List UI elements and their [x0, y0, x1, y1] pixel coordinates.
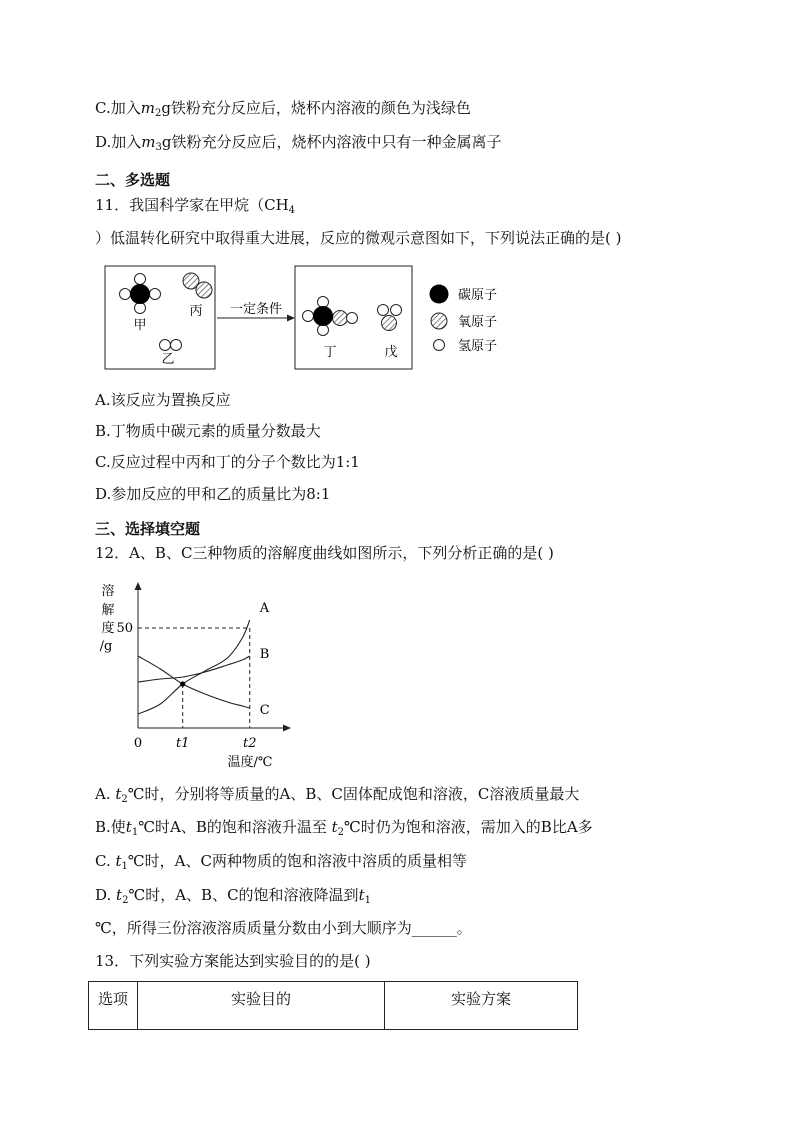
q12-option-d [95, 885, 371, 911]
q11-option-d: D.参加反应的甲和乙的质量比为8:1 [95, 485, 331, 503]
x-axis-arrow [283, 725, 291, 732]
q12-d-var2: t [358, 886, 365, 904]
hydrogen-molecule [160, 340, 182, 351]
curve-c [138, 656, 250, 708]
y-label-char-3: 度 [101, 621, 115, 636]
curve-label-a: A [259, 601, 270, 616]
reaction-diagram [100, 262, 520, 374]
q12-option-c [95, 851, 467, 877]
header-purpose: 实验目的 [138, 982, 385, 1030]
q12-b-var: t [125, 818, 132, 836]
methane-molecule [120, 274, 161, 314]
reaction-condition: 一定条件 [229, 302, 283, 317]
q12-b-sub2: 2 [337, 827, 345, 838]
q12-a-var: t [115, 785, 122, 803]
q11-stem-line2: ）低温转化研究中取得重大进展，反应的微观示意图如下，下列说法正确的是( ) [95, 229, 622, 247]
legend-carbon: 碳原子 [458, 288, 498, 303]
table-header-row [89, 982, 578, 1030]
q12-b-var2: t [331, 818, 338, 836]
solubility-chart [92, 578, 307, 773]
q12-b-prefix: B.使 [95, 818, 126, 836]
arrow-head [287, 315, 295, 322]
q10-option-d-var: m [141, 133, 156, 151]
x-axis-label: 温度/℃ [227, 755, 273, 770]
legend-oxygen-symbol [431, 313, 447, 329]
q10-option-d-sub: 3 [155, 142, 162, 153]
q12-a-text: ℃时，分别将等质量的A、B、C固体配成饱和溶液，C溶液质量最大 [127, 785, 580, 803]
label-yi: 乙 [161, 352, 175, 367]
q12-stem: 12．A、B、C三种物质的溶解度曲线如图所示，下列分析正确的是( ) [95, 544, 554, 562]
section-2-heading: 二、多选题 [95, 171, 171, 189]
q13-table [88, 981, 578, 1030]
y-axis-arrow [135, 582, 142, 590]
q10-option-d-prefix: D.加入 [95, 133, 142, 151]
q13-stem: 13．下列实验方案能达到实验目的的是( ) [95, 952, 371, 970]
legend-hydrogen-symbol [434, 340, 445, 351]
y-tick-50: 50 [116, 621, 133, 636]
q10-option-d-text: g铁粉充分反应后，烧杯内溶液中只有一种金属离子 [161, 133, 502, 151]
q12-b-text: ℃时仍为饱和溶液，需加入的B比A多 [344, 818, 593, 836]
q12-d-mid: ℃时，A、B、C的饱和溶液降温到 [128, 886, 359, 904]
q12-option-a [95, 784, 579, 810]
q12-d-sub2: 1 [364, 895, 371, 906]
water-molecule [378, 305, 402, 331]
q10-option-c-prefix: C.加入 [95, 99, 141, 117]
y-axis-label [100, 583, 115, 654]
q12-option-b [95, 817, 593, 843]
y-label-char-4: /g [99, 639, 113, 654]
q12-d-var: t [116, 886, 123, 904]
q11-stem-line1 [95, 195, 295, 221]
y-label-char-2: 解 [101, 603, 115, 618]
legend-carbon-symbol [430, 285, 449, 304]
q11-stem-text: 11．我国科学家在甲烷（CH [95, 196, 289, 214]
intersection-point [180, 681, 185, 686]
q11-option-b: B.丁物质中碳元素的质量分数最大 [95, 422, 321, 440]
q10-option-c-var: m [140, 99, 155, 117]
q12-d-sub: 2 [122, 895, 129, 906]
curve-a [138, 620, 250, 714]
q12-c-sub: 1 [121, 861, 128, 872]
label-wu: 戊 [384, 345, 398, 360]
q10-option-c-text: g铁粉充分反应后，烧杯内溶液的颜色为浅绿色 [161, 99, 471, 117]
q12-d-prefix: D. [95, 886, 117, 904]
legend-hydrogen: 氢原子 [458, 339, 498, 354]
q12-b-sub: 1 [131, 827, 139, 838]
q10-option-c-sub: 2 [154, 108, 162, 119]
methanol-molecule [303, 297, 358, 336]
q12-option-d-cont: ℃，所得三份溶液溶质质量分数由小到大顺序为______。 [95, 919, 472, 937]
oxygen-molecule [183, 273, 212, 298]
x-tick-t1: t1 [175, 736, 190, 751]
q12-c-var: t [115, 852, 122, 870]
x-tick-t2: t2 [243, 736, 257, 751]
q12-b-mid: ℃时A、B的饱和溶液升温至 [138, 818, 327, 836]
header-option: 选项 [89, 982, 138, 1030]
legend-oxygen: 氧原子 [458, 315, 498, 330]
q11-option-c: C.反应过程中丙和丁的分子个数比为1:1 [95, 453, 360, 471]
q10-option-d [95, 132, 501, 158]
q12-c-text: ℃时，A、C两种物质的饱和溶液中溶质的质量相等 [127, 852, 467, 870]
q12-a-prefix: A. [95, 785, 116, 803]
q12-a-sub: 2 [121, 794, 128, 805]
origin-label: 0 [133, 736, 143, 751]
header-plan: 实验方案 [385, 982, 578, 1030]
q11-stem-sub: 4 [288, 205, 296, 216]
section-3-heading: 三、选择填空题 [95, 520, 201, 538]
curve-label-c: C [259, 703, 270, 718]
q12-c-prefix: C. [95, 852, 116, 870]
label-bing: 丙 [189, 304, 203, 319]
q10-option-c [95, 98, 471, 124]
label-jia: 甲 [133, 318, 147, 333]
y-label-char-1: 溶 [101, 584, 115, 599]
curve-label-b: B [259, 647, 270, 662]
label-ding: 丁 [323, 345, 337, 360]
curve-b [138, 656, 250, 682]
q11-option-a: A.该反应为置换反应 [95, 391, 231, 409]
